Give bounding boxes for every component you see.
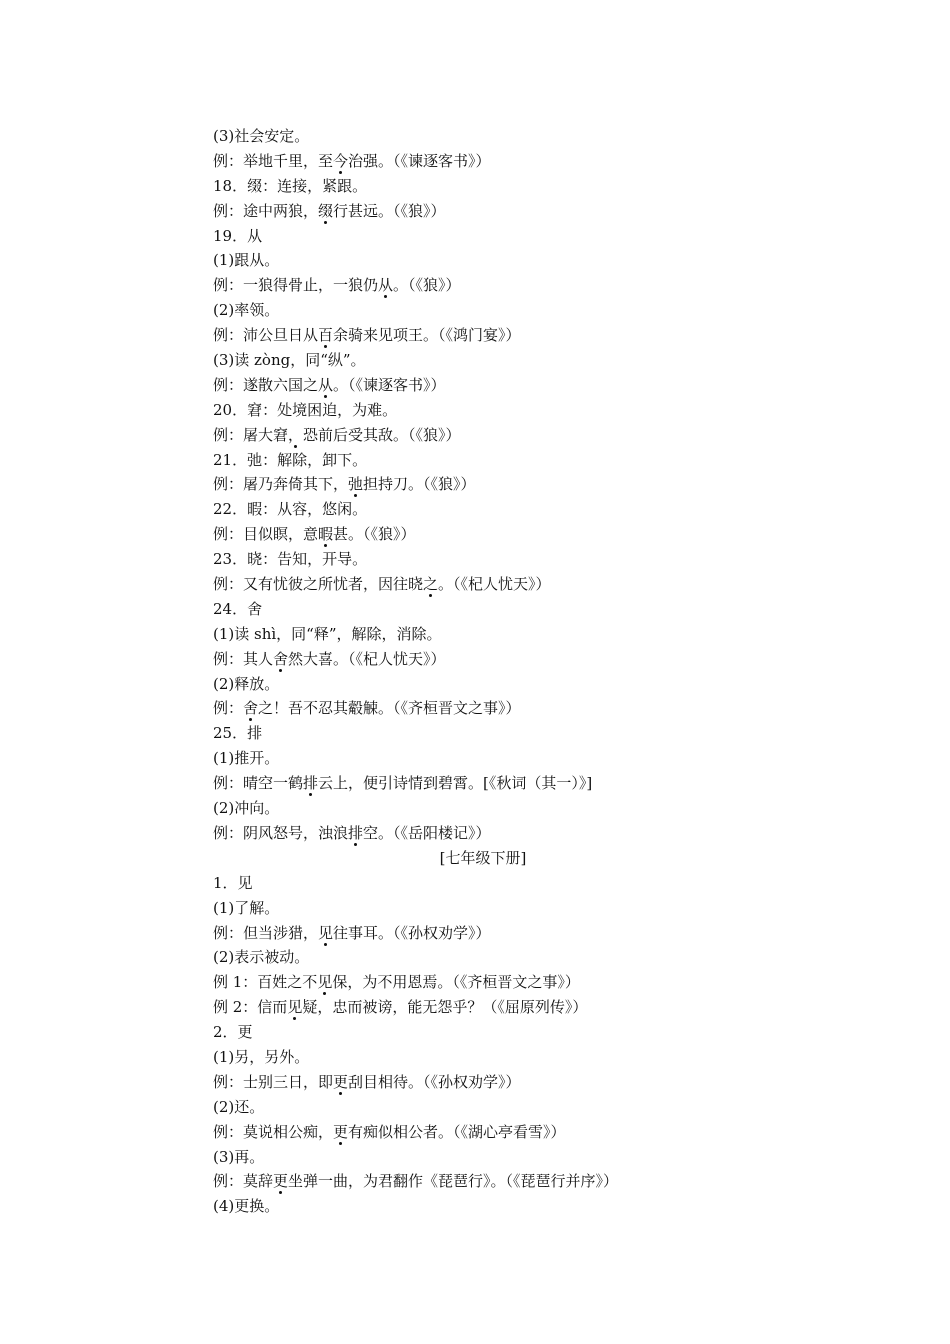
text-line: (2)释放。 bbox=[213, 674, 280, 693]
text-line: 例：屠大窘，恐前后受其敌。（《狼》） bbox=[213, 425, 461, 444]
text-line: (2)表示被动。 bbox=[213, 948, 310, 967]
emphasis-char: 见 bbox=[287, 998, 303, 1017]
text-line: (4)更换。 bbox=[213, 1197, 280, 1216]
emphasis-char: ， bbox=[288, 425, 304, 444]
text-line: 例：沛公旦日从百余骑来见项王。（《鸿门宴》） bbox=[213, 326, 521, 345]
text-line: 例：舍之！吾不忍其觳觫。（《齐桓晋文之事》） bbox=[213, 699, 521, 718]
text-line: 例：莫辞更坐弹一曲，为君翻作《琵琶行》。（《琵琶行并序》） bbox=[213, 1172, 619, 1191]
emphasis-char: 从 bbox=[378, 276, 394, 295]
text-line: (3)读 zòng，同“纵”。 bbox=[213, 351, 366, 370]
emphasis-char: 舍 bbox=[243, 699, 259, 718]
section-heading: [七年级下册] bbox=[439, 848, 527, 867]
text-line: (1)了解。 bbox=[213, 898, 280, 917]
text-line: 例：遂散六国之从。（《谏逐客书》） bbox=[213, 375, 446, 394]
text-line: (2)还。 bbox=[213, 1097, 265, 1116]
emphasis-char: 从 bbox=[318, 375, 334, 394]
text-line: 21．弛：解除，卸下。 bbox=[213, 450, 368, 469]
emphasis-char: 之 bbox=[423, 575, 439, 594]
text-line: 例：屠乃奔倚其下，弛担持刀。（《狼》） bbox=[213, 475, 476, 494]
text-line: 23．晓：告知，开导。 bbox=[213, 550, 368, 569]
text-line: 例：阴风怒号，浊浪排空。（《岳阳楼记》） bbox=[213, 823, 491, 842]
text-line: 25．排 bbox=[213, 724, 263, 743]
text-line: (2)冲向。 bbox=[213, 799, 280, 818]
text-line: 例：途中两狼，缀行甚远。（《狼》） bbox=[213, 201, 446, 220]
text-line: (1)读 shì，同“释”，解除，消除。 bbox=[213, 624, 442, 643]
text-line: (2)率领。 bbox=[213, 301, 280, 320]
emphasis-char: 更 bbox=[333, 1072, 349, 1091]
text-line: 例：举地千里，至今治强。（《谏逐客书》） bbox=[213, 151, 491, 170]
text-line: 例：目似瞑，意暇甚。（《狼》） bbox=[213, 525, 416, 544]
emphasis-char: 弛 bbox=[348, 475, 364, 494]
emphasis-char: 更 bbox=[273, 1172, 289, 1191]
text-line: 例：晴空一鹤排云上，便引诗情到碧霄。[《秋词（其一）》] bbox=[213, 774, 593, 793]
text-line: 1．见 bbox=[213, 873, 253, 892]
text-line: 22．暇：从容，悠闲。 bbox=[213, 500, 368, 519]
text-line: 例：但当涉猎，见往事耳。（《孙权劝学》） bbox=[213, 923, 491, 942]
text-line: (1)推开。 bbox=[213, 749, 280, 768]
text-line: 例 2：信而见疑，忠而被谤，能无怨乎？（《屈原列传》） bbox=[213, 998, 588, 1017]
emphasis-char: 更 bbox=[333, 1122, 349, 1141]
emphasis-char: 见 bbox=[318, 923, 334, 942]
emphasis-char: 百 bbox=[318, 326, 334, 345]
text-line: 例：士别三日，即更刮目相待。（《孙权劝学》） bbox=[213, 1072, 521, 1091]
document-page bbox=[213, 124, 753, 1219]
text-line: 例：又有忧彼之所忧者，因往晓之。（《杞人忧天》） bbox=[213, 575, 551, 594]
text-line: 例：一狼得骨止，一狼仍从。（《狼》） bbox=[213, 276, 461, 295]
text-line: 例：其人舍然大喜。（《杞人忧天》） bbox=[213, 649, 446, 668]
text-line: 例：莫说相公痴，更有痴似相公者。（《湖心亭看雪》） bbox=[213, 1122, 566, 1141]
text-line: 例 1：百姓之不见保，为不用恩焉。（《齐桓晋文之事》） bbox=[213, 973, 580, 992]
text-line: (1)另，另外。 bbox=[213, 1047, 310, 1066]
text-line: 19．从 bbox=[213, 226, 263, 245]
text-line: 2．更 bbox=[213, 1023, 253, 1042]
emphasis-char: 见 bbox=[317, 973, 333, 992]
emphasis-char: 舍 bbox=[273, 649, 289, 668]
emphasis-char: 今 bbox=[333, 151, 349, 170]
text-line: 24．舍 bbox=[213, 599, 263, 618]
text-line: 18．缀：连接，紧跟。 bbox=[213, 176, 368, 195]
text-line: (3)再。 bbox=[213, 1147, 265, 1166]
emphasis-char: 排 bbox=[303, 774, 319, 793]
emphasis-char: 排 bbox=[348, 823, 364, 842]
text-line: (1)跟从。 bbox=[213, 251, 280, 270]
emphasis-char: 缀 bbox=[318, 201, 334, 220]
text-line: (3)社会安定。 bbox=[213, 127, 310, 145]
text-line: 20．窘：处境困迫，为难。 bbox=[213, 400, 398, 419]
emphasis-char: 暇 bbox=[318, 525, 334, 544]
